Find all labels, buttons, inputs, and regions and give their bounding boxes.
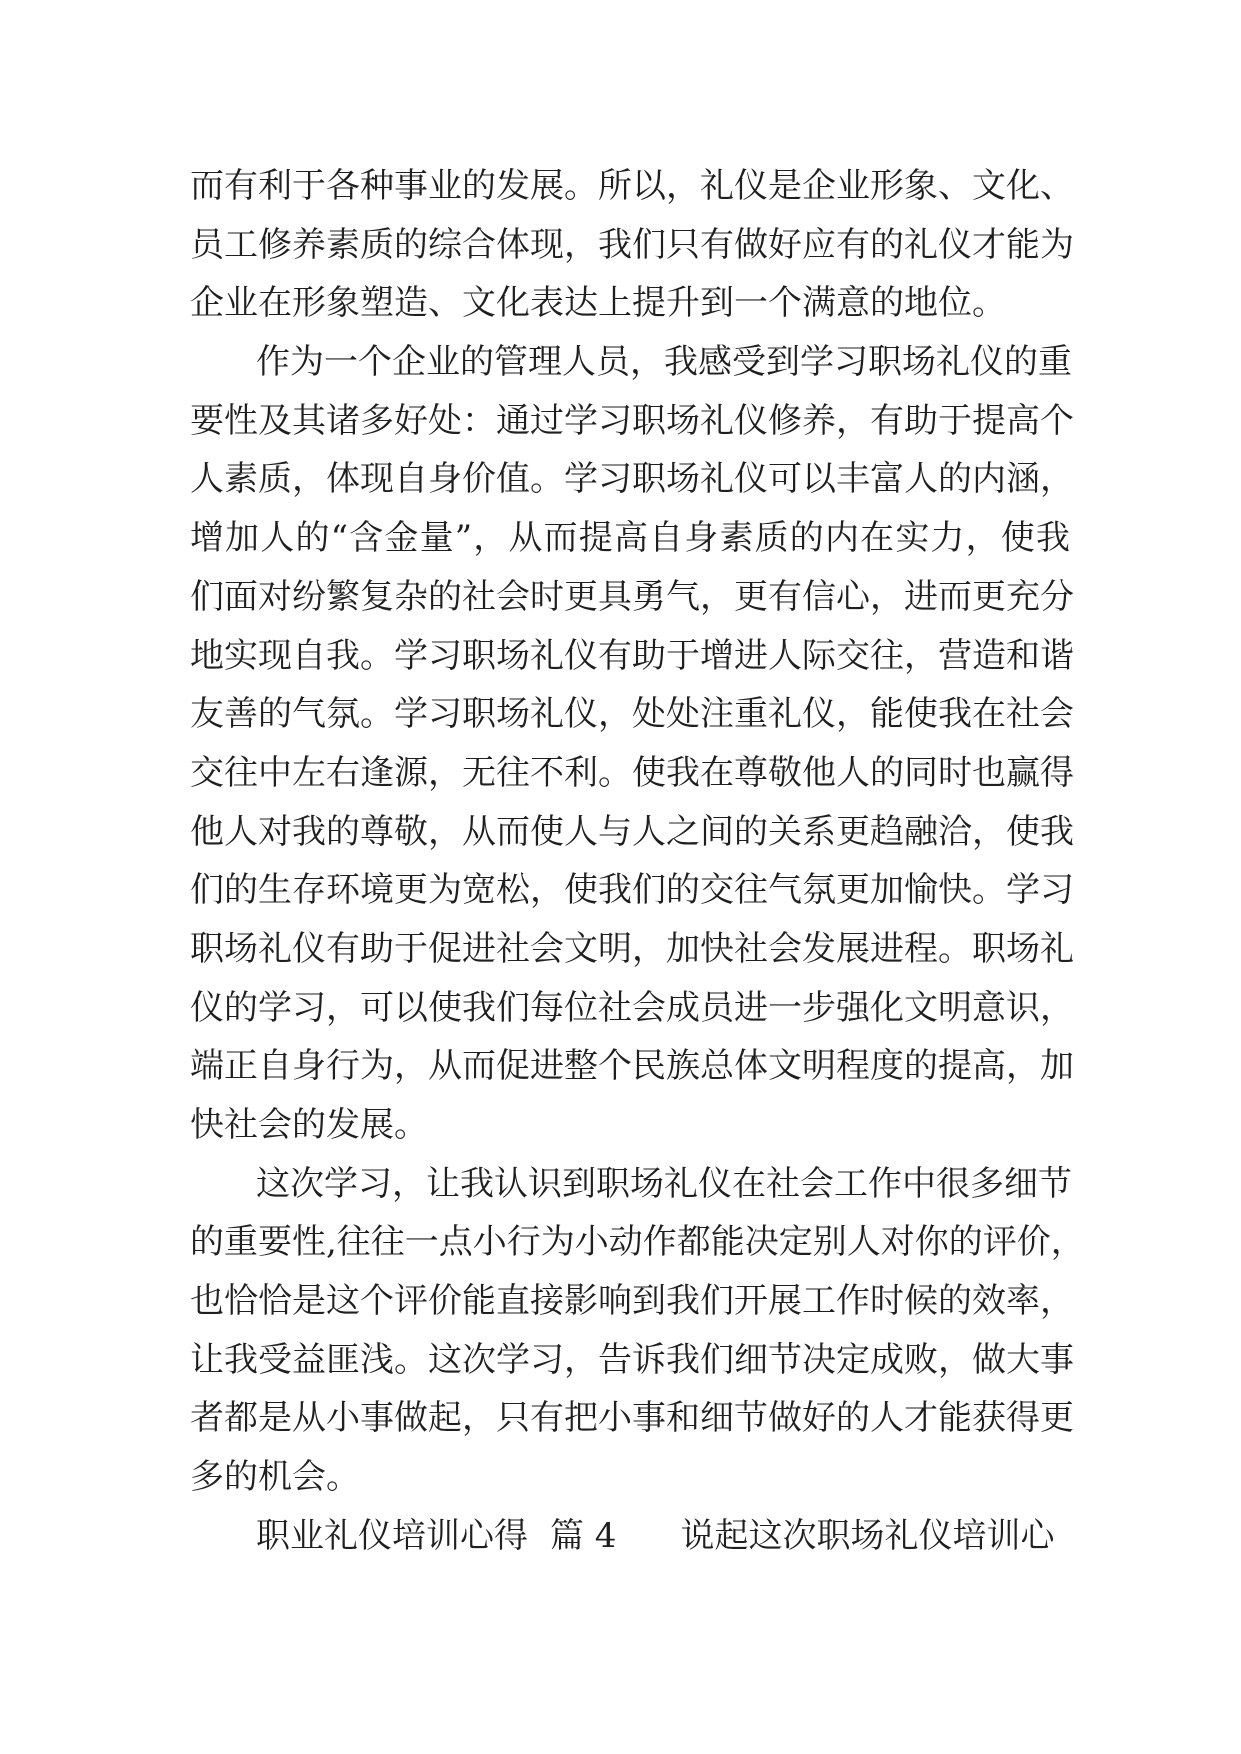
document-body [190,157,1085,1566]
text-line: 这次学习，让我认识到职场礼仪在社会工作中很多细节 [256,1163,1072,1204]
text-line: 交往中左右逢源，无往不利。使我在尊敬他人的同时也赢得 [190,752,1074,793]
text-line: 人素质，体现自身价值。学习职场礼仪可以丰富人的内涵， [190,459,1074,500]
text-line: 增加人的“含金量”，从而提高自身素质的内在实力，使我 [190,518,1070,559]
text-line: 们面对纷繁复杂的社会时更具勇气，更有信心，进而更充分 [190,576,1074,617]
paragraph-3 [190,1155,1085,1507]
text-line: 快社会的发展。 [190,1105,428,1145]
text-line: 职场礼仪有助于促进社会文明，加快社会发展进程。职场礼 [190,928,1074,969]
text-line: 员工修养素质的综合体现，我们只有做好应有的礼仪才能为 [190,224,1074,265]
text-line: 端正自身行为，从而促进整个民族总体文明程度的提高，加 [190,1046,1074,1087]
text-line: 而有利于各种事业的发展。所以，礼仪是企业形象、文化、 [190,166,1074,206]
text-line: 多的机会。 [190,1457,360,1498]
text-line: 地实现自我。学习职场礼仪有助于增进人际交往，营造和谐 [190,635,1074,676]
text-line: 友善的气氛。学习职场礼仪，处处注重礼仪，能使我在社会 [190,694,1074,735]
text-line: 让我受益匪浅。这次学习，告诉我们细节决定成败，做大事 [190,1339,1074,1380]
text-line: 的重要性,往往一点小行为小动作都能决定别人对你的评价， [190,1222,1085,1263]
text-line: 要性及其诸多好处：通过学习职场礼仪修养，有助于提高个 [190,400,1074,441]
paragraph-2 [190,333,1074,1155]
text-line: 们的生存环境更为宽松，使我们的交往气氛更加愉快。学习 [190,870,1074,911]
text-line: 也恰恰是这个评价能直接影响到我们开展工作时候的效率， [190,1281,1074,1322]
text-line: 仪的学习，可以使我们每位社会成员进一步强化文明意识， [190,987,1074,1028]
section-number: 篇 4 [550,1515,617,1556]
text-line: 作为一个企业的管理人员，我感受到学习职场礼仪的重 [256,342,1072,383]
paragraph-1 [190,157,1074,333]
section-heading [190,1507,1070,1566]
section-title: 职业礼仪培训心得 [256,1515,528,1556]
text-line: 他人对我的尊敬，从而使人与人之间的关系更趋融洽，使我 [190,811,1074,852]
section-continuation: 说起这次职场礼仪培训心 [680,1515,1055,1556]
text-line: 者都是从小事做起，只有把小事和细节做好的人才能获得更 [190,1398,1074,1439]
text-line: 企业在形象塑造、文化表达上提升到一个满意的地位。 [190,283,1006,324]
